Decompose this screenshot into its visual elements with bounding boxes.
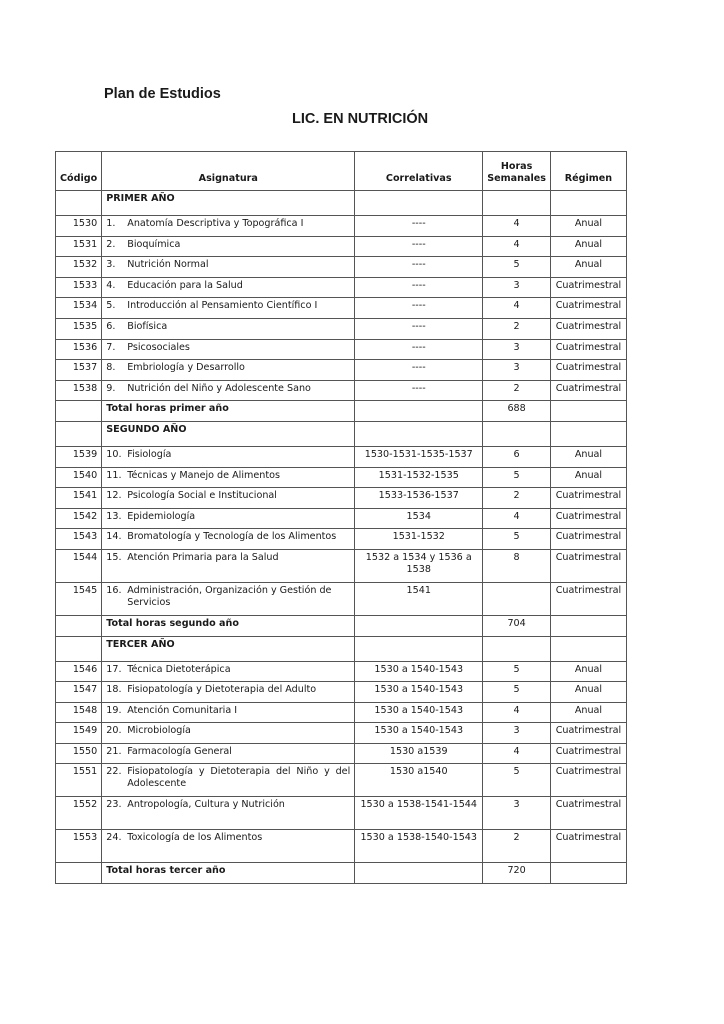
section-empty-cell (550, 191, 626, 216)
cell-horas: 5 (483, 682, 551, 703)
cell-horas: 3 (483, 797, 551, 830)
cell-regimen: Cuatrimestral (550, 380, 626, 401)
section-empty-cell (550, 636, 626, 661)
subject-name: Administración, Organización y Gestión de Servicios (127, 584, 332, 608)
cell-asignatura (102, 467, 355, 488)
total-row (56, 615, 627, 636)
table-row (56, 298, 627, 319)
cell-codigo: 1534 (56, 298, 102, 319)
cell-correlativas: 1530-1531-1535-1537 (355, 446, 483, 467)
table-row (56, 277, 627, 298)
cell-horas: 4 (483, 236, 551, 257)
cell-horas: 4 (483, 743, 551, 764)
table-row (56, 549, 627, 582)
cell-asignatura (102, 529, 355, 550)
cell-asignatura (102, 549, 355, 582)
cell-asignatura (102, 723, 355, 744)
cell-correlativas: 1530 a 1540-1543 (355, 723, 483, 744)
subject-name: Psicosociales (127, 341, 190, 353)
cell-codigo: 1547 (56, 682, 102, 703)
cell-correlativas: 1530 a 1540-1543 (355, 661, 483, 682)
subject-name: Toxicología de los Alimentos (127, 832, 263, 844)
cell-regimen: Anual (550, 446, 626, 467)
cell-asignatura (102, 743, 355, 764)
subject-number: 19. (106, 704, 122, 716)
cell-correlativas: ---- (355, 277, 483, 298)
document-title: Plan de Estudios (104, 86, 221, 102)
cell-horas: 3 (483, 339, 551, 360)
subject-number: 20. (106, 725, 122, 737)
table-row (56, 257, 627, 278)
header-asignatura: Asignatura (102, 152, 355, 191)
table-row (56, 508, 627, 529)
cell-asignatura (102, 277, 355, 298)
document-subtitle: LIC. EN NUTRICIÓN (292, 111, 429, 127)
cell-codigo: 1543 (56, 529, 102, 550)
section-code-empty (56, 191, 102, 216)
cell-asignatura (102, 446, 355, 467)
total-empty-cell (355, 615, 483, 636)
subject-number: 11. (106, 469, 122, 481)
subject-name: Microbiología (127, 725, 191, 737)
cell-horas: 3 (483, 360, 551, 381)
cell-horas: 4 (483, 702, 551, 723)
cell-horas: 4 (483, 216, 551, 237)
table-row (56, 797, 627, 830)
subject-number: 10. (106, 448, 122, 460)
total-label: Total horas segundo año (102, 615, 355, 636)
section-empty-cell (483, 191, 551, 216)
total-row (56, 401, 627, 422)
subject-number: 21. (106, 745, 122, 757)
cell-correlativas: ---- (355, 298, 483, 319)
subject-number: 1. (106, 218, 116, 229)
subject-number: 4. (106, 279, 116, 291)
table-row (56, 764, 627, 797)
total-row (56, 863, 627, 884)
cell-horas: 4 (483, 298, 551, 319)
subject-number: 6. (106, 320, 116, 332)
subject-name: Fisiopatología y Dietoterapia del Niño y del Adolescente (127, 766, 351, 790)
subject-name: Atención Comunitaria I (127, 704, 238, 716)
header-regimen: Régimen (550, 152, 626, 191)
study-plan-table (55, 151, 627, 884)
cell-horas: 5 (483, 467, 551, 488)
table-row (56, 318, 627, 339)
cell-codigo: 1544 (56, 549, 102, 582)
subject-name: Atención Primaria para la Salud (127, 551, 279, 563)
cell-horas: 4 (483, 508, 551, 529)
cell-regimen: Cuatrimestral (550, 743, 626, 764)
table-row (56, 380, 627, 401)
cell-regimen: Cuatrimestral (550, 339, 626, 360)
table-row (56, 702, 627, 723)
cell-codigo: 1552 (56, 797, 102, 830)
subject-name: Educación para la Salud (127, 279, 243, 291)
cell-correlativas: 1530 a1539 (355, 743, 483, 764)
cell-regimen: Cuatrimestral (550, 360, 626, 381)
cell-codigo: 1546 (56, 661, 102, 682)
cell-correlativas: ---- (355, 380, 483, 401)
cell-asignatura (102, 702, 355, 723)
subject-name: Técnica Dietoterápica (127, 663, 231, 675)
cell-codigo: 1539 (56, 446, 102, 467)
cell-regimen: Anual (550, 661, 626, 682)
subject-name: Biofísica (127, 320, 168, 332)
cell-codigo: 1530 (56, 216, 102, 237)
subject-name: Introducción al Pensamiento Científico I (127, 300, 318, 312)
table-body (56, 191, 627, 884)
cell-asignatura (102, 582, 355, 615)
cell-asignatura (102, 298, 355, 319)
cell-regimen: Cuatrimestral (550, 797, 626, 830)
cell-codigo: 1548 (56, 702, 102, 723)
section-empty-cell (483, 421, 551, 446)
cell-asignatura (102, 236, 355, 257)
cell-horas: 2 (483, 318, 551, 339)
cell-codigo: 1540 (56, 467, 102, 488)
subject-number: 16. (106, 584, 122, 596)
cell-correlativas: 1530 a 1540-1543 (355, 702, 483, 723)
subject-name: Psicología Social e Institucional (127, 490, 277, 502)
header-horas-semanales (483, 152, 551, 191)
total-label: Total horas tercer año (102, 863, 355, 884)
cell-asignatura (102, 339, 355, 360)
subject-name: Fisiopatología y Dietoterapia del Adulto (127, 684, 317, 696)
cell-correlativas: 1541 (355, 582, 483, 615)
subject-number: 12. (106, 490, 122, 502)
subject-number: 3. (106, 259, 116, 271)
cell-codigo: 1542 (56, 508, 102, 529)
cell-regimen: Cuatrimestral (550, 318, 626, 339)
subject-number: 24. (106, 832, 122, 844)
cell-horas: 2 (483, 488, 551, 509)
table-row (56, 830, 627, 863)
cell-correlativas: 1530 a 1540-1543 (355, 682, 483, 703)
cell-regimen: Cuatrimestral (550, 488, 626, 509)
cell-asignatura (102, 661, 355, 682)
subject-number: 22. (106, 766, 122, 778)
cell-regimen: Anual (550, 682, 626, 703)
subject-name: Epidemiología (127, 510, 196, 522)
table-row (56, 582, 627, 615)
subject-number: 14. (106, 531, 122, 543)
total-empty-cell (355, 401, 483, 422)
cell-regimen: Cuatrimestral (550, 764, 626, 797)
subject-name: Fisiología (127, 448, 172, 460)
total-code-empty (56, 863, 102, 884)
cell-codigo: 1549 (56, 723, 102, 744)
cell-correlativas: ---- (355, 257, 483, 278)
total-label: Total horas primer año (102, 401, 355, 422)
section-empty-cell (355, 636, 483, 661)
cell-correlativas: ---- (355, 236, 483, 257)
cell-correlativas: 1533-1536-1537 (355, 488, 483, 509)
subject-name: Bioquímica (127, 238, 181, 250)
total-value: 720 (483, 863, 551, 884)
cell-regimen: Anual (550, 257, 626, 278)
cell-asignatura (102, 508, 355, 529)
cell-codigo: 1536 (56, 339, 102, 360)
cell-asignatura (102, 380, 355, 401)
cell-horas: 3 (483, 723, 551, 744)
cell-horas: 5 (483, 764, 551, 797)
section-header-row (56, 191, 627, 216)
subject-name: Embriología y Desarrollo (127, 362, 245, 374)
cell-horas: 2 (483, 380, 551, 401)
cell-regimen: Cuatrimestral (550, 723, 626, 744)
total-value: 688 (483, 401, 551, 422)
cell-asignatura (102, 764, 355, 797)
subject-name: Anatomía Descriptiva y Topográfica I (127, 218, 304, 229)
section-header-row (56, 636, 627, 661)
cell-codigo: 1551 (56, 764, 102, 797)
table-row (56, 723, 627, 744)
cell-horas: 8 (483, 549, 551, 582)
cell-asignatura (102, 682, 355, 703)
cell-correlativas: 1530 a1540 (355, 764, 483, 797)
total-code-empty (56, 615, 102, 636)
subject-name: Nutrición Normal (127, 259, 209, 271)
cell-codigo: 1541 (56, 488, 102, 509)
section-empty-cell (550, 421, 626, 446)
cell-horas: 5 (483, 529, 551, 550)
subject-name: Farmacología General (127, 745, 232, 757)
cell-regimen: Anual (550, 216, 626, 237)
section-empty-cell (355, 191, 483, 216)
subject-number: 17. (106, 663, 122, 675)
cell-horas: 6 (483, 446, 551, 467)
total-empty-cell (550, 615, 626, 636)
table-row (56, 529, 627, 550)
cell-asignatura (102, 488, 355, 509)
header-correlativas: Correlativas (355, 152, 483, 191)
subject-number: 18. (106, 684, 122, 696)
cell-codigo: 1550 (56, 743, 102, 764)
table-row (56, 236, 627, 257)
cell-horas: 2 (483, 830, 551, 863)
table-row (56, 446, 627, 467)
cell-codigo: 1553 (56, 830, 102, 863)
cell-regimen: Cuatrimestral (550, 549, 626, 582)
subject-number: 7. (106, 341, 116, 353)
table-row (56, 467, 627, 488)
cell-codigo: 1535 (56, 318, 102, 339)
header-horas-line2: Semanales (487, 173, 546, 184)
total-code-empty (56, 401, 102, 422)
header-codigo: Código (56, 152, 102, 191)
cell-codigo: 1545 (56, 582, 102, 615)
cell-horas: 3 (483, 277, 551, 298)
header-horas-line1: Horas (500, 161, 533, 172)
section-header-row (56, 421, 627, 446)
cell-codigo: 1533 (56, 277, 102, 298)
section-code-empty (56, 421, 102, 446)
cell-horas: 5 (483, 257, 551, 278)
cell-regimen: Cuatrimestral (550, 298, 626, 319)
cell-asignatura (102, 318, 355, 339)
section-label: TERCER AÑO (102, 636, 355, 661)
total-empty-cell (550, 401, 626, 422)
cell-regimen: Anual (550, 702, 626, 723)
cell-regimen: Cuatrimestral (550, 582, 626, 615)
section-label: PRIMER AÑO (102, 191, 355, 216)
cell-correlativas: 1534 (355, 508, 483, 529)
table-row (56, 661, 627, 682)
cell-regimen: Cuatrimestral (550, 508, 626, 529)
subject-number: 9. (106, 382, 116, 394)
cell-asignatura (102, 257, 355, 278)
subject-number: 5. (106, 300, 116, 312)
subject-name: Nutrición del Niño y Adolescente Sano (127, 382, 311, 394)
subject-name: Bromatología y Tecnología de los Alimentos (127, 531, 337, 543)
section-empty-cell (483, 636, 551, 661)
table-row (56, 339, 627, 360)
subject-name: Antropología, Cultura y Nutrición (127, 799, 285, 811)
subject-number: 13. (106, 510, 122, 522)
cell-horas: 5 (483, 661, 551, 682)
cell-correlativas: 1530 a 1538-1541-1544 (355, 797, 483, 830)
cell-correlativas: ---- (355, 318, 483, 339)
cell-asignatura (102, 360, 355, 381)
cell-correlativas: 1532 a 1534 y 1536 a 1538 (355, 549, 483, 582)
cell-codigo: 1538 (56, 380, 102, 401)
table-row (56, 216, 627, 237)
cell-codigo: 1531 (56, 236, 102, 257)
cell-codigo: 1537 (56, 360, 102, 381)
section-label: SEGUNDO AÑO (102, 421, 355, 446)
cell-horas (483, 582, 551, 615)
table-header-row (56, 152, 627, 191)
table-row (56, 488, 627, 509)
cell-asignatura (102, 830, 355, 863)
subject-number: 15. (106, 551, 122, 563)
cell-correlativas: 1531-1532 (355, 529, 483, 550)
cell-codigo: 1532 (56, 257, 102, 278)
total-empty-cell (355, 863, 483, 884)
subject-name: Técnicas y Manejo de Alimentos (127, 469, 280, 481)
section-code-empty (56, 636, 102, 661)
table-row (56, 360, 627, 381)
total-empty-cell (550, 863, 626, 884)
cell-asignatura (102, 216, 355, 237)
table-row (56, 682, 627, 703)
subject-number: 2. (106, 238, 116, 250)
cell-regimen: Cuatrimestral (550, 529, 626, 550)
cell-correlativas: ---- (355, 339, 483, 360)
subject-number: 23. (106, 799, 122, 811)
subject-number: 8. (106, 362, 116, 374)
total-value: 704 (483, 615, 551, 636)
cell-correlativas: ---- (355, 216, 483, 237)
cell-regimen: Anual (550, 467, 626, 488)
cell-regimen: Cuatrimestral (550, 277, 626, 298)
table-row (56, 743, 627, 764)
cell-regimen: Cuatrimestral (550, 830, 626, 863)
cell-correlativas: ---- (355, 360, 483, 381)
cell-regimen: Anual (550, 236, 626, 257)
section-empty-cell (355, 421, 483, 446)
cell-correlativas: 1530 a 1538-1540-1543 (355, 830, 483, 863)
cell-correlativas: 1531-1532-1535 (355, 467, 483, 488)
cell-asignatura (102, 797, 355, 830)
